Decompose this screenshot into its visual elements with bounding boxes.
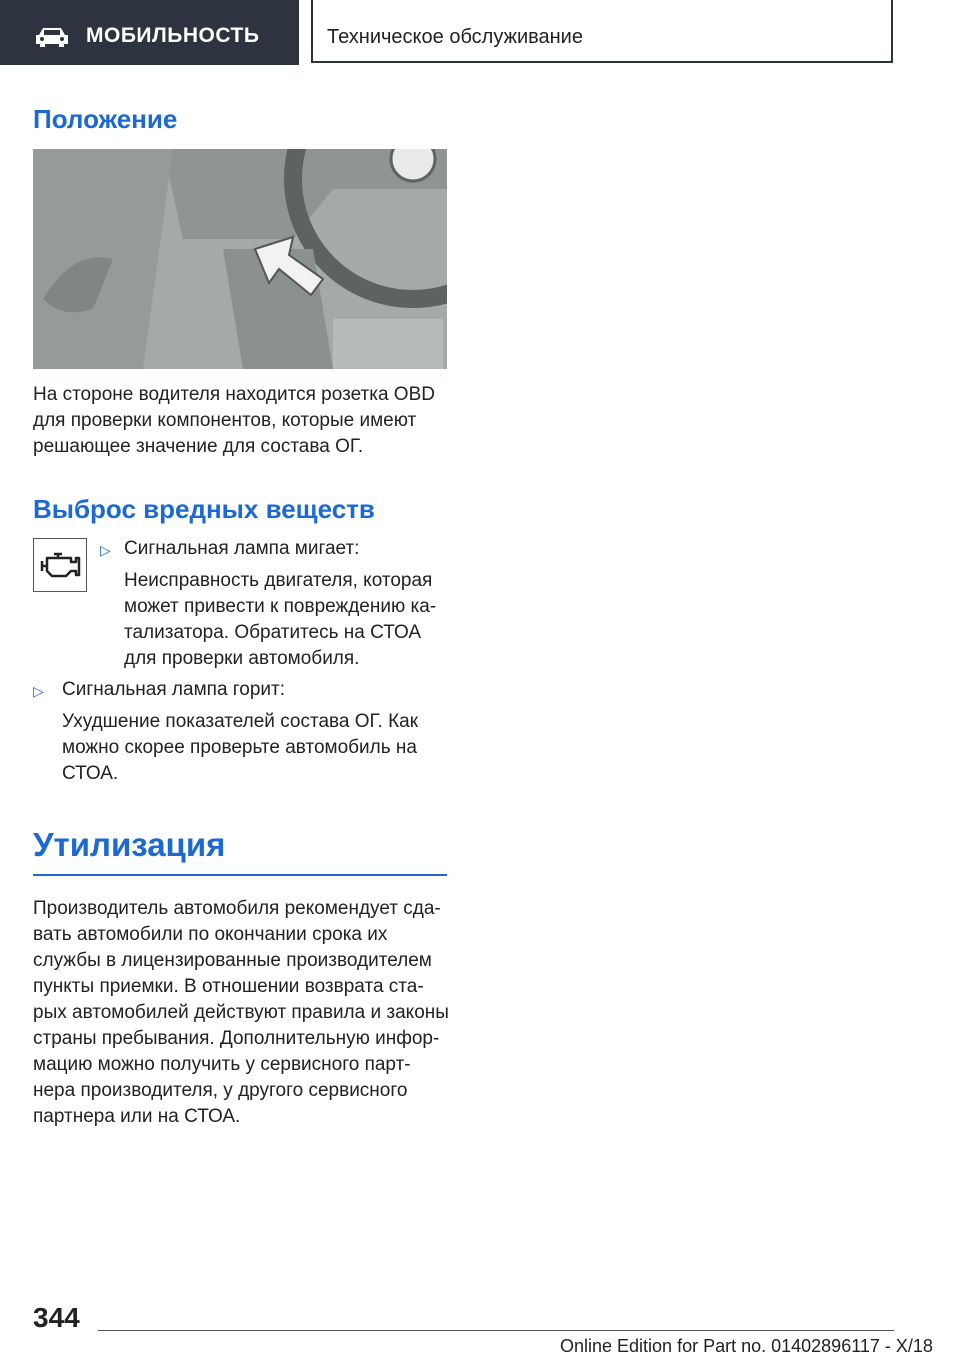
text-line: страны пребывания. Дополнительную инфор-	[33, 1028, 440, 1049]
chapter-title: Техническое обслуживание	[327, 26, 583, 48]
item-body	[62, 709, 418, 787]
text-line: СТОА.	[62, 763, 119, 784]
text-line: вать автомобили по окончании срока их	[33, 924, 388, 945]
warning-lamp-box	[33, 538, 87, 592]
car-icon	[34, 26, 70, 48]
text-line: Производитель автомобиля рекомендует сда-	[33, 898, 441, 919]
text-line: службы в лицензированные производителем	[33, 950, 432, 971]
text-line: Ухудшение показателей состава ОГ. Как	[62, 711, 419, 732]
edition-note: Online Edition for Part no. 01402896117 - X/18	[560, 1336, 933, 1356]
text-line: партнера или на СТОА.	[33, 1106, 241, 1127]
disposal-text	[33, 896, 463, 1130]
position-heading: Положение	[33, 104, 178, 134]
obd-location-illustration	[33, 149, 447, 369]
engine-check-icon	[34, 539, 86, 591]
text-line: тализатора. Обратитесь на СТОА	[124, 622, 422, 643]
text-line: решающее значение для состава ОГ.	[33, 436, 364, 457]
disposal-heading: Утилизация	[33, 826, 226, 863]
text-line: можно скорее проверьте автомобиль на	[62, 737, 417, 758]
text-line: рых автомобилей действуют правила и законы	[33, 1002, 449, 1023]
text-line: может привести к повреждению ка-	[124, 596, 437, 617]
section-title: МОБИЛЬНОСТЬ	[86, 24, 260, 47]
item-title: Сигнальная лампа горит:	[62, 679, 286, 700]
text-line: для проверки автомобиля.	[124, 648, 360, 669]
page-number: 344	[33, 1302, 80, 1333]
text-line: Неисправность двигателя, которая	[124, 570, 433, 591]
chapter-box	[311, 0, 893, 63]
section-tab	[0, 0, 299, 65]
position-text	[33, 382, 453, 460]
text-line: пункты приемки. В отношении возврата ста-	[33, 976, 424, 997]
bullet-triangle-icon: ▷	[33, 683, 44, 699]
emissions-heading: Выброс вредных веществ	[33, 494, 375, 524]
footer-rule	[98, 1330, 894, 1331]
text-line: На стороне водителя находится розетка OBD	[33, 384, 435, 405]
text-line: мацию можно получить у сервисного парт-	[33, 1054, 411, 1075]
text-line: нера производителя, у другого сервисного	[33, 1080, 408, 1101]
heading-rule	[33, 874, 447, 876]
text-line: для проверки компонентов, которые имеют	[33, 410, 417, 431]
item-body	[124, 568, 436, 672]
item-title: Сигнальная лампа мигает:	[124, 538, 360, 559]
bullet-triangle-icon: ▷	[100, 542, 111, 558]
